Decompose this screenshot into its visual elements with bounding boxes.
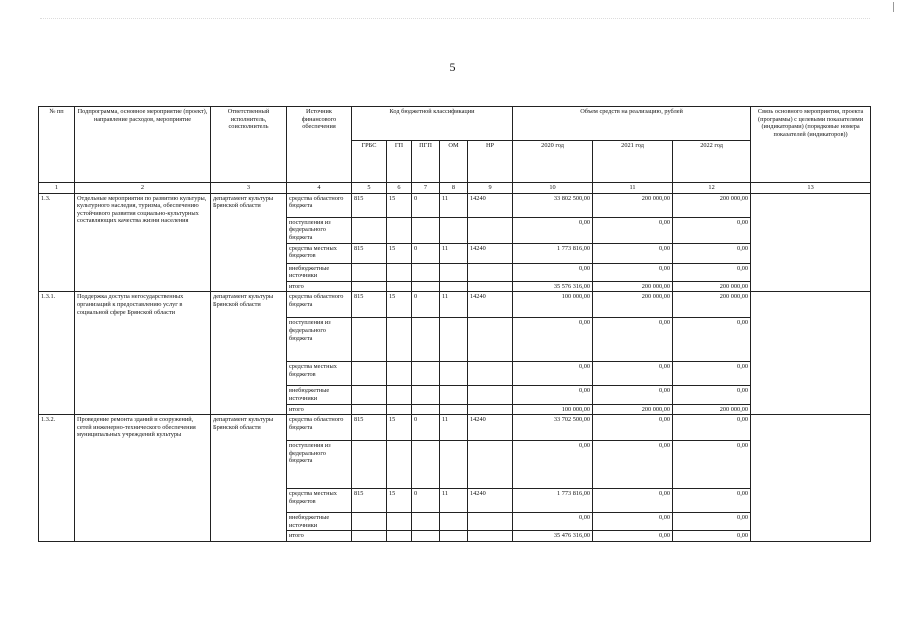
total-empty-code bbox=[468, 281, 513, 292]
column-index-cell: 7 bbox=[412, 183, 440, 194]
amount-2022: 0,00 bbox=[673, 318, 751, 362]
measure-name: Отдельные мероприятия по развитию культуры, культурного наследия, туризма, обеспечению устойчивого развития социально-культурных составляющих качества жизни населения bbox=[75, 193, 211, 292]
total-label: итого bbox=[287, 531, 352, 542]
header-budget-code: Код бюджетной классификации bbox=[352, 107, 513, 141]
header-no: № пп bbox=[39, 107, 75, 183]
code-gp: 15 bbox=[387, 415, 412, 441]
total-y2022: 0,00 bbox=[673, 531, 751, 542]
total-y2021: 200 000,00 bbox=[593, 281, 673, 292]
code-om: 11 bbox=[440, 243, 468, 263]
code-nr: 14240 bbox=[468, 489, 513, 513]
funding-source: внебюджетные источники bbox=[287, 513, 352, 531]
code-om: 11 bbox=[440, 292, 468, 318]
code-grbs bbox=[352, 513, 387, 531]
funding-source: средства местных бюджетов bbox=[287, 243, 352, 263]
code-nr bbox=[468, 318, 513, 362]
column-index-cell: 9 bbox=[468, 183, 513, 194]
amount-2021: 200 000,00 bbox=[593, 292, 673, 318]
indicator-link bbox=[751, 292, 871, 415]
code-gp bbox=[387, 263, 412, 281]
code-nr: 14240 bbox=[468, 193, 513, 217]
amount-2021: 0,00 bbox=[593, 217, 673, 243]
amount-2020: 0,00 bbox=[513, 263, 593, 281]
measure-number: 1.3. bbox=[39, 193, 75, 292]
amount-2020: 1 773 816,00 bbox=[513, 243, 593, 263]
indicator-link bbox=[751, 193, 871, 292]
column-index-cell: 6 bbox=[387, 183, 412, 194]
code-om: 11 bbox=[440, 489, 468, 513]
amount-2022: 0,00 bbox=[673, 243, 751, 263]
code-om bbox=[440, 386, 468, 404]
amount-2021: 0,00 bbox=[593, 441, 673, 489]
code-pgp: 0 bbox=[412, 292, 440, 318]
column-index-cell: 12 bbox=[673, 183, 751, 194]
header-program: Подпрограмма, основное мероприятие (проект), направление расходов, мероприятие bbox=[75, 107, 211, 183]
total-y2020: 100 000,00 bbox=[513, 404, 593, 415]
table-row bbox=[39, 292, 871, 318]
code-grbs: 815 bbox=[352, 193, 387, 217]
amount-2021: 0,00 bbox=[593, 243, 673, 263]
total-empty-code bbox=[412, 531, 440, 542]
code-nr bbox=[468, 441, 513, 489]
funding-source: средства областного бюджета bbox=[287, 292, 352, 318]
amount-2022: 0,00 bbox=[673, 386, 751, 404]
amount-2022: 0,00 bbox=[673, 513, 751, 531]
code-om bbox=[440, 318, 468, 362]
measure-number: 1.3.2. bbox=[39, 415, 75, 542]
code-grbs bbox=[352, 217, 387, 243]
code-om: 11 bbox=[440, 193, 468, 217]
total-empty-code bbox=[468, 531, 513, 542]
code-pgp bbox=[412, 217, 440, 243]
total-empty-code bbox=[387, 281, 412, 292]
column-index-cell: 1 bbox=[39, 183, 75, 194]
table-row bbox=[39, 193, 871, 217]
code-pgp bbox=[412, 513, 440, 531]
total-y2022: 200 000,00 bbox=[673, 281, 751, 292]
measure-executor: департамент культуры Брянской области bbox=[211, 415, 287, 542]
code-pgp: 0 bbox=[412, 243, 440, 263]
funding-source: поступления из федерального бюджета bbox=[287, 318, 352, 362]
header-pgp: ПГП bbox=[412, 141, 440, 183]
scan-artifact-mark bbox=[893, 2, 894, 12]
header-executor: Ответственный исполнитель, соисполнитель bbox=[211, 107, 287, 183]
code-gp bbox=[387, 386, 412, 404]
amount-2021: 0,00 bbox=[593, 513, 673, 531]
column-index-cell: 8 bbox=[440, 183, 468, 194]
amount-2021: 200 000,00 bbox=[593, 193, 673, 217]
amount-2021: 0,00 bbox=[593, 362, 673, 386]
amount-2020: 0,00 bbox=[513, 318, 593, 362]
column-index-cell: 2 bbox=[75, 183, 211, 194]
amount-2020: 0,00 bbox=[513, 441, 593, 489]
code-nr bbox=[468, 386, 513, 404]
code-om: 11 bbox=[440, 415, 468, 441]
funding-source: внебюджетные источники bbox=[287, 263, 352, 281]
code-nr: 14240 bbox=[468, 243, 513, 263]
amount-2021: 0,00 bbox=[593, 489, 673, 513]
column-index-cell: 4 bbox=[287, 183, 352, 194]
funding-source: поступления из федерального бюджета bbox=[287, 217, 352, 243]
budget-table bbox=[38, 106, 871, 542]
code-nr: 14240 bbox=[468, 415, 513, 441]
code-grbs: 815 bbox=[352, 292, 387, 318]
total-empty-code bbox=[440, 404, 468, 415]
amount-2021: 0,00 bbox=[593, 263, 673, 281]
total-y2020: 35 576 316,00 bbox=[513, 281, 593, 292]
code-pgp bbox=[412, 386, 440, 404]
code-om bbox=[440, 513, 468, 531]
table-row bbox=[39, 415, 871, 441]
code-nr bbox=[468, 263, 513, 281]
measure-number: 1.3.1. bbox=[39, 292, 75, 415]
code-om bbox=[440, 217, 468, 243]
total-empty-code bbox=[352, 281, 387, 292]
total-empty-code bbox=[468, 404, 513, 415]
indicator-link bbox=[751, 415, 871, 542]
amount-2020: 0,00 bbox=[513, 386, 593, 404]
total-y2021: 0,00 bbox=[593, 531, 673, 542]
code-pgp bbox=[412, 263, 440, 281]
total-empty-code bbox=[412, 281, 440, 292]
funding-source: средства областного бюджета bbox=[287, 415, 352, 441]
code-grbs bbox=[352, 263, 387, 281]
code-grbs bbox=[352, 386, 387, 404]
header-2020: 2020 год bbox=[513, 141, 593, 183]
code-gp bbox=[387, 362, 412, 386]
code-gp bbox=[387, 318, 412, 362]
code-grbs bbox=[352, 441, 387, 489]
code-grbs bbox=[352, 318, 387, 362]
total-empty-code bbox=[440, 281, 468, 292]
code-gp: 15 bbox=[387, 489, 412, 513]
column-index-cell: 10 bbox=[513, 183, 593, 194]
amount-2020: 33 802 500,00 bbox=[513, 193, 593, 217]
code-pgp: 0 bbox=[412, 415, 440, 441]
header-funds: Объем средств на реализацию, рублей bbox=[513, 107, 751, 141]
funding-source: поступления из федерального бюджета bbox=[287, 441, 352, 489]
scan-artifact-dots bbox=[40, 18, 870, 23]
measure-executor: департамент культуры Брянской области bbox=[211, 292, 287, 415]
code-nr: 14240 bbox=[468, 292, 513, 318]
header-nr: НР bbox=[468, 141, 513, 183]
header-link: Связь основного мероприятия, проекта (программы) с целевыми показателями (индикаторами) (порядковые номера показателей (индикаторов)) bbox=[751, 107, 871, 183]
header-source: Источник финансового обеспечения bbox=[287, 107, 352, 183]
amount-2020: 1 773 816,00 bbox=[513, 489, 593, 513]
header-2022: 2022 год bbox=[673, 141, 751, 183]
header-gp: ГП bbox=[387, 141, 412, 183]
amount-2020: 33 702 500,00 bbox=[513, 415, 593, 441]
funding-source: средства областного бюджета bbox=[287, 193, 352, 217]
code-gp: 15 bbox=[387, 243, 412, 263]
funding-source: средства местных бюджетов bbox=[287, 489, 352, 513]
page-number: 5 bbox=[449, 60, 456, 74]
amount-2022: 0,00 bbox=[673, 441, 751, 489]
column-index-cell: 3 bbox=[211, 183, 287, 194]
measure-executor: департамент культуры Брянской области bbox=[211, 193, 287, 292]
code-gp: 15 bbox=[387, 292, 412, 318]
column-index-cell: 13 bbox=[751, 183, 871, 194]
code-grbs: 815 bbox=[352, 415, 387, 441]
code-gp bbox=[387, 217, 412, 243]
funding-source: внебюджетные источники bbox=[287, 386, 352, 404]
amount-2021: 0,00 bbox=[593, 318, 673, 362]
code-grbs: 815 bbox=[352, 489, 387, 513]
code-gp bbox=[387, 513, 412, 531]
total-label: итого bbox=[287, 281, 352, 292]
total-empty-code bbox=[387, 404, 412, 415]
column-index-cell: 5 bbox=[352, 183, 387, 194]
code-nr bbox=[468, 362, 513, 386]
code-grbs: 815 bbox=[352, 243, 387, 263]
amount-2022: 0,00 bbox=[673, 362, 751, 386]
code-gp bbox=[387, 441, 412, 489]
amount-2022: 0,00 bbox=[673, 263, 751, 281]
column-index-cell: 11 bbox=[593, 183, 673, 194]
amount-2021: 0,00 bbox=[593, 415, 673, 441]
amount-2022: 0,00 bbox=[673, 415, 751, 441]
code-nr bbox=[468, 513, 513, 531]
code-pgp: 0 bbox=[412, 193, 440, 217]
amount-2021: 0,00 bbox=[593, 386, 673, 404]
amount-2022: 0,00 bbox=[673, 489, 751, 513]
code-om bbox=[440, 362, 468, 386]
total-empty-code bbox=[352, 404, 387, 415]
total-empty-code bbox=[440, 531, 468, 542]
header-grbs: ГРБС bbox=[352, 141, 387, 183]
code-om bbox=[440, 441, 468, 489]
code-gp: 15 bbox=[387, 193, 412, 217]
amount-2022: 200 000,00 bbox=[673, 193, 751, 217]
code-nr bbox=[468, 217, 513, 243]
total-empty-code bbox=[412, 404, 440, 415]
total-empty-code bbox=[387, 531, 412, 542]
code-pgp bbox=[412, 362, 440, 386]
code-pgp bbox=[412, 318, 440, 362]
funding-source: средства местных бюджетов bbox=[287, 362, 352, 386]
total-y2020: 35 476 316,00 bbox=[513, 531, 593, 542]
total-y2022: 200 000,00 bbox=[673, 404, 751, 415]
header-om: ОМ bbox=[440, 141, 468, 183]
amount-2022: 200 000,00 bbox=[673, 292, 751, 318]
measure-name: Проведение ремонта зданий и сооружений, сетей инженерно-технического обеспечения муниципальных учреждений культуры bbox=[75, 415, 211, 542]
amount-2020: 0,00 bbox=[513, 513, 593, 531]
amount-2020: 0,00 bbox=[513, 362, 593, 386]
code-om bbox=[440, 263, 468, 281]
amount-2022: 0,00 bbox=[673, 217, 751, 243]
header-2021: 2021 год bbox=[593, 141, 673, 183]
total-label: итого bbox=[287, 404, 352, 415]
total-empty-code bbox=[352, 531, 387, 542]
code-pgp bbox=[412, 441, 440, 489]
amount-2020: 100 000,00 bbox=[513, 292, 593, 318]
column-index-row bbox=[39, 183, 871, 194]
total-y2021: 200 000,00 bbox=[593, 404, 673, 415]
code-pgp: 0 bbox=[412, 489, 440, 513]
amount-2020: 0,00 bbox=[513, 217, 593, 243]
measure-name: Поддержка доступа негосударственных организаций к предоставлению услуг в социальной сфере Брянской области bbox=[75, 292, 211, 415]
code-grbs bbox=[352, 362, 387, 386]
